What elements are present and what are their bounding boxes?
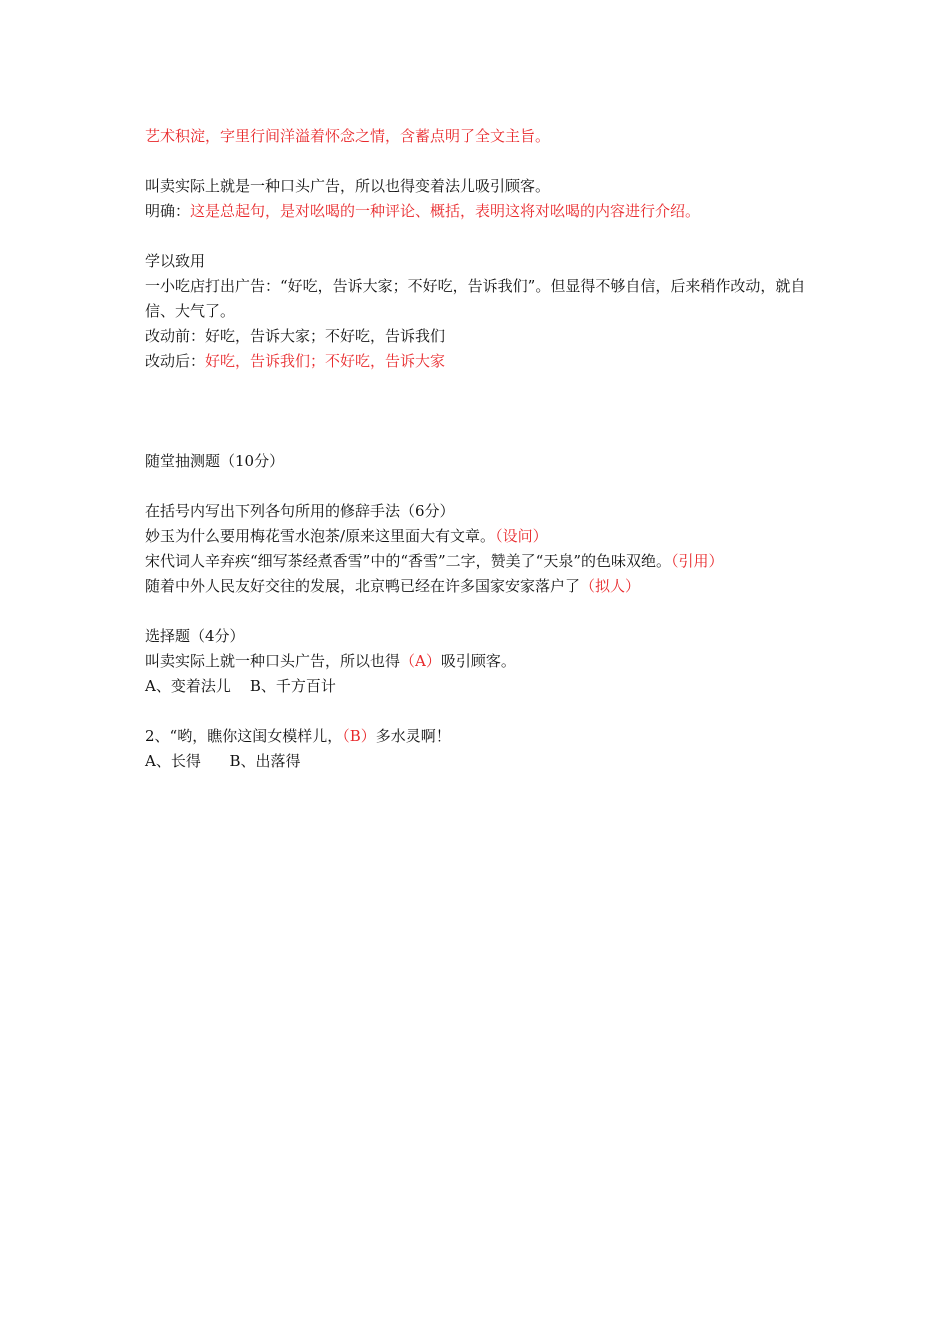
intro-answer-line: 艺术积淀，字里行间洋溢着怀念之情，含蓄点明了全文主旨。 bbox=[145, 127, 551, 145]
hawking-sentence: 叫卖实际上就是一种口头广告，所以也得变着法儿吸引顾客。 bbox=[145, 177, 551, 195]
question-text-end: 吸引顾客。 bbox=[440, 652, 516, 670]
rhetoric-question-3 bbox=[145, 574, 810, 599]
question-text-end: 多水灵啊！ bbox=[375, 727, 451, 745]
quiz-title: 随堂抽测题（10分） bbox=[145, 452, 285, 470]
question-text: 随着中外人民友好交往的发展，北京鸭已经在许多国家安家落户了 bbox=[145, 577, 581, 595]
hawking-answer bbox=[145, 199, 810, 224]
question-answer: B bbox=[349, 727, 361, 745]
practice-paragraph: 一小吃店打出广告：“好吃，告诉大家；不好吃，告诉我们”。但显得不够自信，后来稍作改动，就自信、大气了。 bbox=[145, 277, 806, 320]
question-answer: （引用） bbox=[671, 552, 724, 570]
open-bracket: （ bbox=[400, 652, 416, 670]
open-bracket: （ bbox=[342, 727, 350, 745]
question-answer: A bbox=[415, 652, 426, 670]
spacer bbox=[145, 599, 810, 624]
spacer bbox=[145, 224, 810, 249]
choice-question-2 bbox=[145, 724, 810, 749]
choice-options-2: A、长得 B、出落得 bbox=[145, 752, 301, 770]
practice-title: 学以致用 bbox=[145, 252, 206, 270]
spacer bbox=[145, 474, 810, 499]
question-text: 叫卖实际上就一种口头广告，所以也得 bbox=[145, 652, 401, 670]
spacer bbox=[145, 149, 810, 174]
question-text: 2、“哟，瞧你这闺女模样儿， bbox=[145, 727, 343, 745]
choice-question-1 bbox=[145, 649, 810, 674]
close-bracket: ） bbox=[425, 652, 441, 670]
choice-options-1: A、变着法儿 B、千方百计 bbox=[145, 677, 336, 695]
question-text: 宋代词人辛弃疾“细写茶经煮香雪”中的“香雪”二字，赞美了“天泉”的色味双绝。 bbox=[145, 552, 672, 570]
answer-text: 这是总起句，是对吆喝的一种评论、概括，表明这将对吆喝的内容进行介绍。 bbox=[190, 202, 701, 220]
question-answer: （设问） bbox=[495, 527, 548, 545]
rhetoric-heading: 在括号内写出下列各句所用的修辞手法（6分） bbox=[145, 502, 455, 520]
rhetoric-question-2 bbox=[145, 549, 810, 574]
after-text: 好吃，告诉我们；不好吃，告诉大家 bbox=[205, 352, 446, 370]
practice-after bbox=[145, 349, 810, 374]
spacer bbox=[145, 699, 810, 724]
choice-heading: 选择题（4分） bbox=[145, 627, 245, 645]
spacer bbox=[145, 374, 810, 449]
question-answer: （拟人） bbox=[580, 577, 641, 595]
after-label: 改动后： bbox=[145, 352, 206, 370]
answer-label: 明确： bbox=[145, 202, 191, 220]
close-bracket: ） bbox=[360, 727, 376, 745]
rhetoric-question-1 bbox=[145, 524, 810, 549]
before-label: 改动前： bbox=[145, 327, 206, 345]
document-page bbox=[145, 124, 810, 774]
question-text: 妙玉为什么要用梅花雪水泡茶/原来这里面大有文章。 bbox=[145, 527, 496, 545]
before-text: 好吃，告诉大家；不好吃，告诉我们 bbox=[205, 327, 446, 345]
practice-before bbox=[145, 324, 810, 349]
